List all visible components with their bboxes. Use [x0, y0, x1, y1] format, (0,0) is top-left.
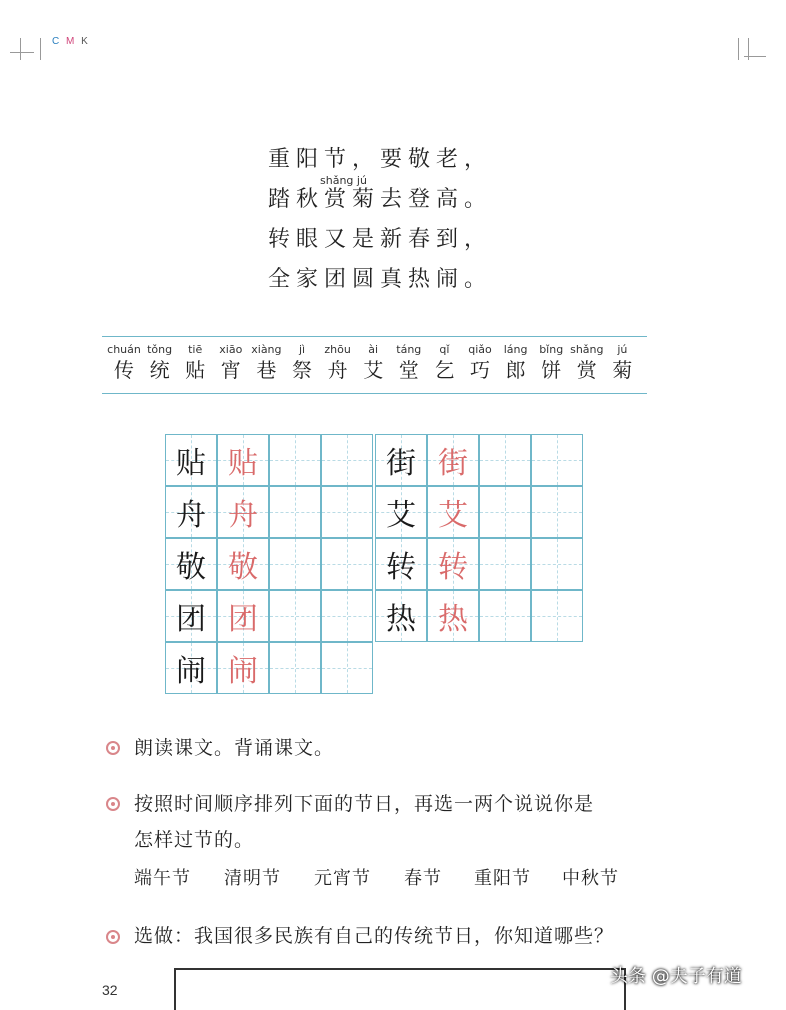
practice-cell [269, 538, 321, 590]
trace-character: 贴 [228, 446, 258, 481]
writing-character: 艾 [386, 498, 416, 533]
vocab-pinyin: tǒng [147, 343, 173, 356]
vocab-pinyin: chuán [107, 343, 141, 356]
trace-character: 舟 [228, 498, 258, 533]
vocab-item [142, 343, 178, 383]
trace-cell [217, 642, 269, 694]
vocabulary-strip [102, 336, 647, 394]
vocab-pinyin: qiǎo [468, 343, 492, 356]
vocab-pinyin: xiàng [251, 343, 282, 356]
trace-cell [427, 590, 479, 642]
practice-cell [531, 434, 583, 486]
vocab-item [106, 343, 142, 383]
next-section-box [174, 968, 626, 1010]
trace-cell [427, 486, 479, 538]
vocab-item [320, 343, 356, 383]
crop-mark [40, 38, 41, 60]
vocab-character: 艾 [363, 358, 384, 382]
exercise-1: 朗读课文。背诵课文。 [134, 737, 335, 759]
practice-cell [321, 590, 373, 642]
poem-line-3: 转眼又是新春到， [268, 227, 493, 252]
vocab-item [604, 343, 640, 383]
vocab-item [355, 343, 391, 383]
trace-character: 热 [438, 602, 468, 637]
practice-cell [321, 486, 373, 538]
exercise-bullet-icon [106, 930, 120, 944]
vocab-character: 传 [114, 358, 134, 382]
trace-character: 闹 [228, 654, 258, 689]
writing-cell [375, 486, 427, 538]
cmyk-k: K [81, 36, 90, 47]
vocab-pinyin: xiāo [219, 343, 243, 356]
writing-character: 团 [176, 602, 206, 637]
trace-cell [217, 434, 269, 486]
vocab-character: 统 [149, 358, 170, 382]
writing-cell [375, 434, 427, 486]
festival-item: 元宵节 [314, 868, 371, 889]
practice-cell [531, 486, 583, 538]
writing-character: 舟 [176, 498, 206, 533]
vocab-pinyin: zhōu [324, 343, 351, 356]
vocab-pinyin: bǐng [539, 343, 564, 356]
vocab-character: 赏 [576, 358, 597, 382]
vocab-item [462, 343, 498, 383]
trace-cell [217, 590, 269, 642]
practice-cell [321, 538, 373, 590]
writing-cell [165, 642, 217, 694]
vocab-item [426, 343, 462, 383]
vocab-character: 宵 [220, 358, 241, 382]
vocab-pinyin: tiē [188, 343, 203, 356]
vocab-pinyin: jì [298, 343, 306, 356]
vocab-item [213, 343, 249, 383]
trace-character: 团 [228, 602, 258, 637]
page-number: 32 [102, 982, 118, 998]
vocab-item [177, 343, 213, 383]
writing-cell [165, 434, 217, 486]
writing-character: 热 [386, 602, 416, 637]
practice-cell [269, 486, 321, 538]
practice-cell [479, 434, 531, 486]
cmyk-m: M [66, 36, 77, 47]
vocab-pinyin: qǐ [439, 343, 450, 356]
vocab-item [533, 343, 569, 383]
vocab-item [569, 343, 605, 383]
vocab-item [248, 343, 284, 383]
cmyk-c: C [52, 36, 62, 47]
trace-character: 敬 [228, 550, 258, 585]
exercise-3: 选做：我国很多民族有自己的传统节日，你知道哪些？ [134, 925, 615, 947]
vocab-item [284, 343, 320, 383]
trace-cell [217, 538, 269, 590]
vocab-character: 巷 [256, 358, 277, 382]
writing-cell [165, 538, 217, 590]
vocab-pinyin: táng [396, 343, 422, 356]
vocab-item [391, 343, 427, 383]
practice-cell [269, 642, 321, 694]
vocab-character: 菊 [612, 358, 633, 382]
writing-character: 闹 [176, 654, 206, 689]
exercise-2-line-2: 怎样过节的。 [134, 829, 255, 851]
vocab-character: 乞 [434, 358, 455, 382]
festival-item: 重阳节 [474, 868, 531, 889]
vocab-character: 贴 [185, 358, 206, 382]
writing-cell [375, 538, 427, 590]
practice-cell [321, 642, 373, 694]
exercise-2-line-1: 按照时间顺序排列下面的节日，再选一两个说说你是 [134, 793, 595, 815]
poem-line-2: 踏秋赏菊去登高。 [268, 187, 493, 212]
trace-character: 艾 [438, 498, 468, 533]
crop-mark [10, 52, 34, 53]
practice-cell [479, 538, 531, 590]
writing-cell [165, 486, 217, 538]
vocab-pinyin: shǎng [570, 343, 604, 356]
trace-cell [217, 486, 269, 538]
trace-cell [427, 538, 479, 590]
vocab-pinyin: jú [617, 343, 628, 356]
poem-line-1: 重阳节，要敬老， [268, 147, 493, 172]
exercise-bullet-icon [106, 797, 120, 811]
exercise-bullet-icon [106, 741, 120, 755]
vocab-character: 祭 [292, 358, 312, 382]
writing-cell [165, 590, 217, 642]
festival-item: 春节 [404, 868, 442, 889]
vocab-character: 堂 [398, 358, 419, 382]
practice-cell [479, 486, 531, 538]
vocab-pinyin: ài [368, 343, 379, 356]
festival-item: 清明节 [224, 868, 281, 889]
practice-cell [531, 590, 583, 642]
festival-item: 端午节 [134, 868, 191, 889]
cmyk-label [52, 36, 90, 47]
festival-item: 中秋节 [562, 868, 619, 889]
writing-character: 街 [386, 446, 416, 481]
vocab-character: 饼 [541, 358, 562, 382]
poem [268, 140, 492, 300]
poem-pinyin-annotation: shǎng jú [320, 174, 367, 187]
vocab-item [498, 343, 534, 383]
vocab-character: 郎 [505, 358, 526, 382]
writing-character: 转 [386, 550, 416, 585]
vocab-character: 舟 [327, 358, 348, 382]
practice-cell [479, 590, 531, 642]
practice-cell [269, 434, 321, 486]
practice-cell [321, 434, 373, 486]
writing-character: 贴 [176, 446, 206, 481]
crop-mark [744, 56, 766, 57]
crop-mark [20, 38, 21, 60]
writing-character: 敬 [176, 550, 206, 585]
trace-character: 转 [438, 550, 468, 585]
trace-cell [427, 434, 479, 486]
practice-cell [531, 538, 583, 590]
vocab-character: 巧 [470, 358, 490, 382]
poem-line-4: 全家团圆真热闹。 [268, 267, 493, 292]
practice-cell [269, 590, 321, 642]
trace-character: 街 [438, 446, 468, 481]
vocab-pinyin: láng [503, 343, 528, 356]
crop-mark [738, 38, 739, 60]
writing-cell [375, 590, 427, 642]
watermark: 头条 @夫子有道 [610, 966, 742, 987]
